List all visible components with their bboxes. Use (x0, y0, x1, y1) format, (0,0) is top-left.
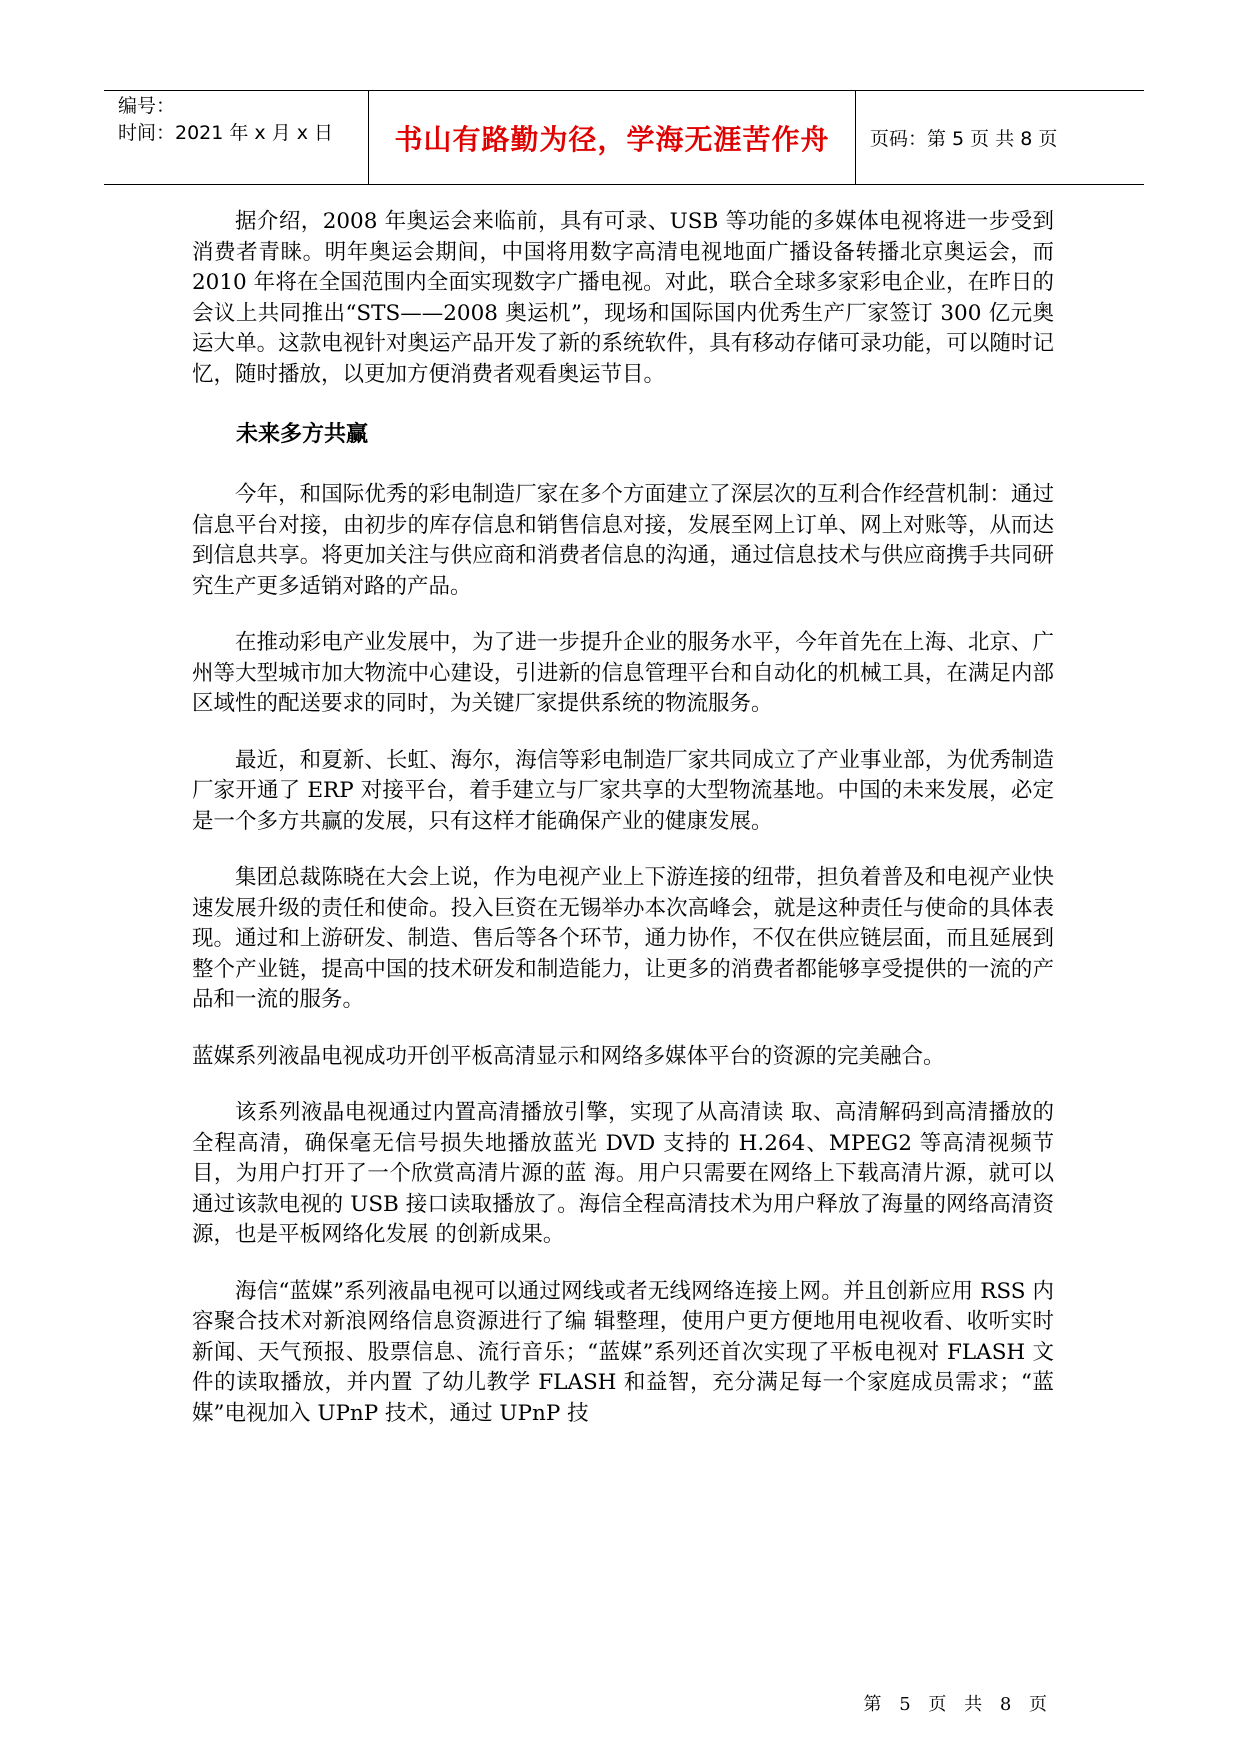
header-motto: 书山有路勤为径，学海无涯苦作舟 (394, 122, 830, 156)
paragraph-hd-playback: 该系列液晶电视通过内置高清播放引擎，实现了从高清读 取、高清解码到高清播放的全程高清，确保毫无信号损失地播放蓝光 DVD 支持的 H.264、MPEG2 等高清视频节目，为用户打开了一个欣赏高清片源的蓝 海。用户只需要在网络上下载高清片源，就可以通过该款电视的 USB 接口读取播放了。海信全程高清技术为用户释放了海量的网络高清资源，也是平板网络化发展 的创新成果。 (192, 1100, 1054, 1247)
document-body (192, 207, 1054, 1429)
header-page-number: 页码：第 5 页 共 8 页 (870, 128, 1058, 150)
paragraph-cooperation: 今年，和国际优秀的彩电制造厂家在多个方面建立了深层次的互利合作经营机制：通过信息平台对接，由初步的库存信息和销售信息对接，发展至网上订单、网上对账等，从而达到信息共享。将更加关注与供应商和消费者信息的沟通，通过信息技术与供应商携手共同研究生产更多适销对路的产品。 (192, 482, 1054, 599)
header-info-cell (104, 91, 368, 184)
header-motto-cell (368, 91, 856, 184)
header-time: 时间：2021 年 x 月 x 日 (118, 122, 334, 144)
paragraph-summit: 集团总裁陈晓在大会上说，作为电视产业上下游连接的纽带，担负着普及和电视产业快速发展升级的责任和使命。投入巨资在无锡举办本次高峰会，就是这种责任与使命的具体表现。通过和上游研发、制造、售后等各个环节，通力协作，不仅在供应链层面，而且延展到整个产业链，提高中国的技术研发和制造能力，让更多的消费者都能够享受提供的一流的产品和一流的服务。 (192, 865, 1054, 1012)
section-heading: 未来多方共赢 (236, 422, 369, 447)
document-header (104, 90, 1144, 185)
header-number: 编号： (118, 95, 176, 117)
paragraph-erp: 最近，和夏新、长虹、海尔，海信等彩电制造厂家共同成立了产业事业部，为优秀制造厂家开通了 ERP 对接平台，着手建立与厂家共享的大型物流基地。中国的未来发展，必定是一个多方共赢的发展，只有这样才能确保产业的健康发展。 (192, 747, 1054, 834)
paragraph-olympics: 据介绍，2008 年奥运会来临前，具有可录、USB 等功能的多媒体电视将进一步受到消费者青睐。明年奥运会期间，中国将用数字高清电视地面广播设备转播北京奥运会，而 2010 年将在全国范围内全面实现数字广播电视。对此，联合全球多家彩电企业，在昨日的会议上共同推出“STS——2008 奥运机”，现场和国际国内优秀生产厂家签订 300 亿元奥运大单。这款电视针对奥运产品开发了新的系统软件，具有移动存储可录功能，可以随时记忆，随时播放，以更加方便消费者观看奥运节目。 (192, 209, 1054, 387)
header-page-cell (856, 91, 1144, 184)
paragraph-lanmei-intro: 蓝媒系列液晶电视成功开创平板高清显示和网络多媒体平台的资源的完美融合。 (192, 1043, 945, 1069)
page-footer: 第 5 页 共 8 页 (863, 1694, 1053, 1715)
paragraph-network: 海信“蓝媒”系列液晶电视可以通过网线或者无线网络连接上网。并且创新应用 RSS 内容聚合技术对新浪网络信息资源进行了编 辑整理，使用户更方便地用电视收看、收听实时新闻、天气预报、股票信息、流行音乐；“蓝媒”系列还首次实现了平板电视对 FLASH 文件的读取播放，并内置 了幼儿教学 FLASH 和益智，充分满足每一个家庭成员需求；“蓝媒”电视加入 UPnP 技术，通过 UPnP 技 (192, 1278, 1054, 1426)
paragraph-logistics: 在推动彩电产业发展中，为了进一步提升企业的服务水平，今年首先在上海、北京、广州等大型城市加大物流中心建设，引进新的信息管理平台和自动化的机械工具，在满足内部区域性的配送要求的同时，为关键厂家提供系统的物流服务。 (192, 630, 1054, 716)
